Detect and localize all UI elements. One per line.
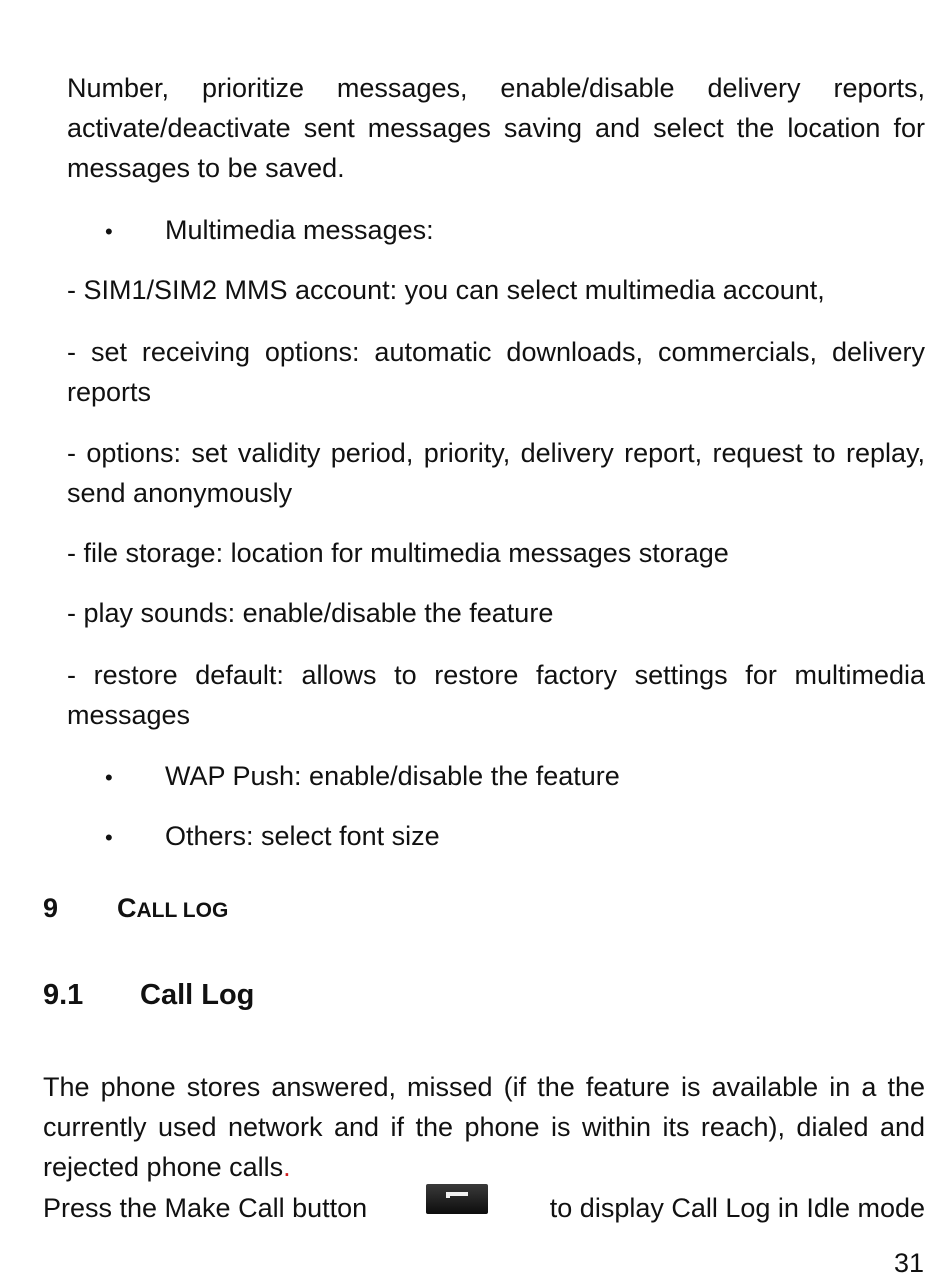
restore-default-line: - restore default: allows to restore factory settings for multimedia messages xyxy=(67,660,925,730)
make-call-left-text: Press the Make Call button xyxy=(43,1193,368,1223)
bullet-wap-push xyxy=(105,756,620,798)
page-number: 31 xyxy=(893,1248,924,1278)
section-heading-call-log xyxy=(43,890,228,929)
bullet-dot: • xyxy=(105,765,113,790)
mms-account-line: - SIM1/SIM2 MMS account: you can select multimedia account, xyxy=(67,275,825,305)
section-number: 9 xyxy=(43,893,59,923)
bullet-multimedia-messages xyxy=(105,210,434,252)
make-call-instruction xyxy=(43,1188,925,1228)
subsection-number: 9.1 xyxy=(43,979,84,1011)
call-log-end-dot: . xyxy=(283,1152,291,1182)
sms-settings-continuation: Number, prioritize messages, enable/disable delivery reports, activate/deactivate sent messages saving and select the location for messages to be saved. xyxy=(67,73,925,183)
make-call-button-icon xyxy=(426,1184,488,1214)
bullet-dot: • xyxy=(105,825,113,850)
call-log-text: The phone stores answered, missed (if the feature is available in a the currently used network and if the phone is within its reach), dialed and rejected phone calls xyxy=(43,1072,925,1182)
subsection-heading-call-log xyxy=(43,976,254,1014)
section-title-rest: ALL LOG xyxy=(136,899,229,922)
bullet-text: Others: select font size xyxy=(165,821,440,851)
bullet-others xyxy=(105,816,440,858)
bullet-text: Multimedia messages: xyxy=(165,215,434,245)
call-log-description xyxy=(43,1067,925,1187)
play-sounds-line: - play sounds: enable/disable the feature xyxy=(67,598,554,628)
bullet-text: WAP Push: enable/disable the feature xyxy=(165,761,620,791)
make-call-right-text: to display Call Log in Idle mode xyxy=(549,1193,925,1223)
receiving-options-line: - set receiving options: automatic downloads, commercials, delivery reports xyxy=(67,337,925,407)
section-title-initial: C xyxy=(117,893,137,923)
bullet-dot: • xyxy=(105,219,113,244)
subsection-title: Call Log xyxy=(140,979,255,1011)
phone-handset-icon xyxy=(426,1184,488,1214)
options-line: - options: set validity period, priority, delivery report, request to replay, send anonymously xyxy=(67,438,925,508)
file-storage-line: - file storage: location for multimedia messages storage xyxy=(67,538,729,568)
